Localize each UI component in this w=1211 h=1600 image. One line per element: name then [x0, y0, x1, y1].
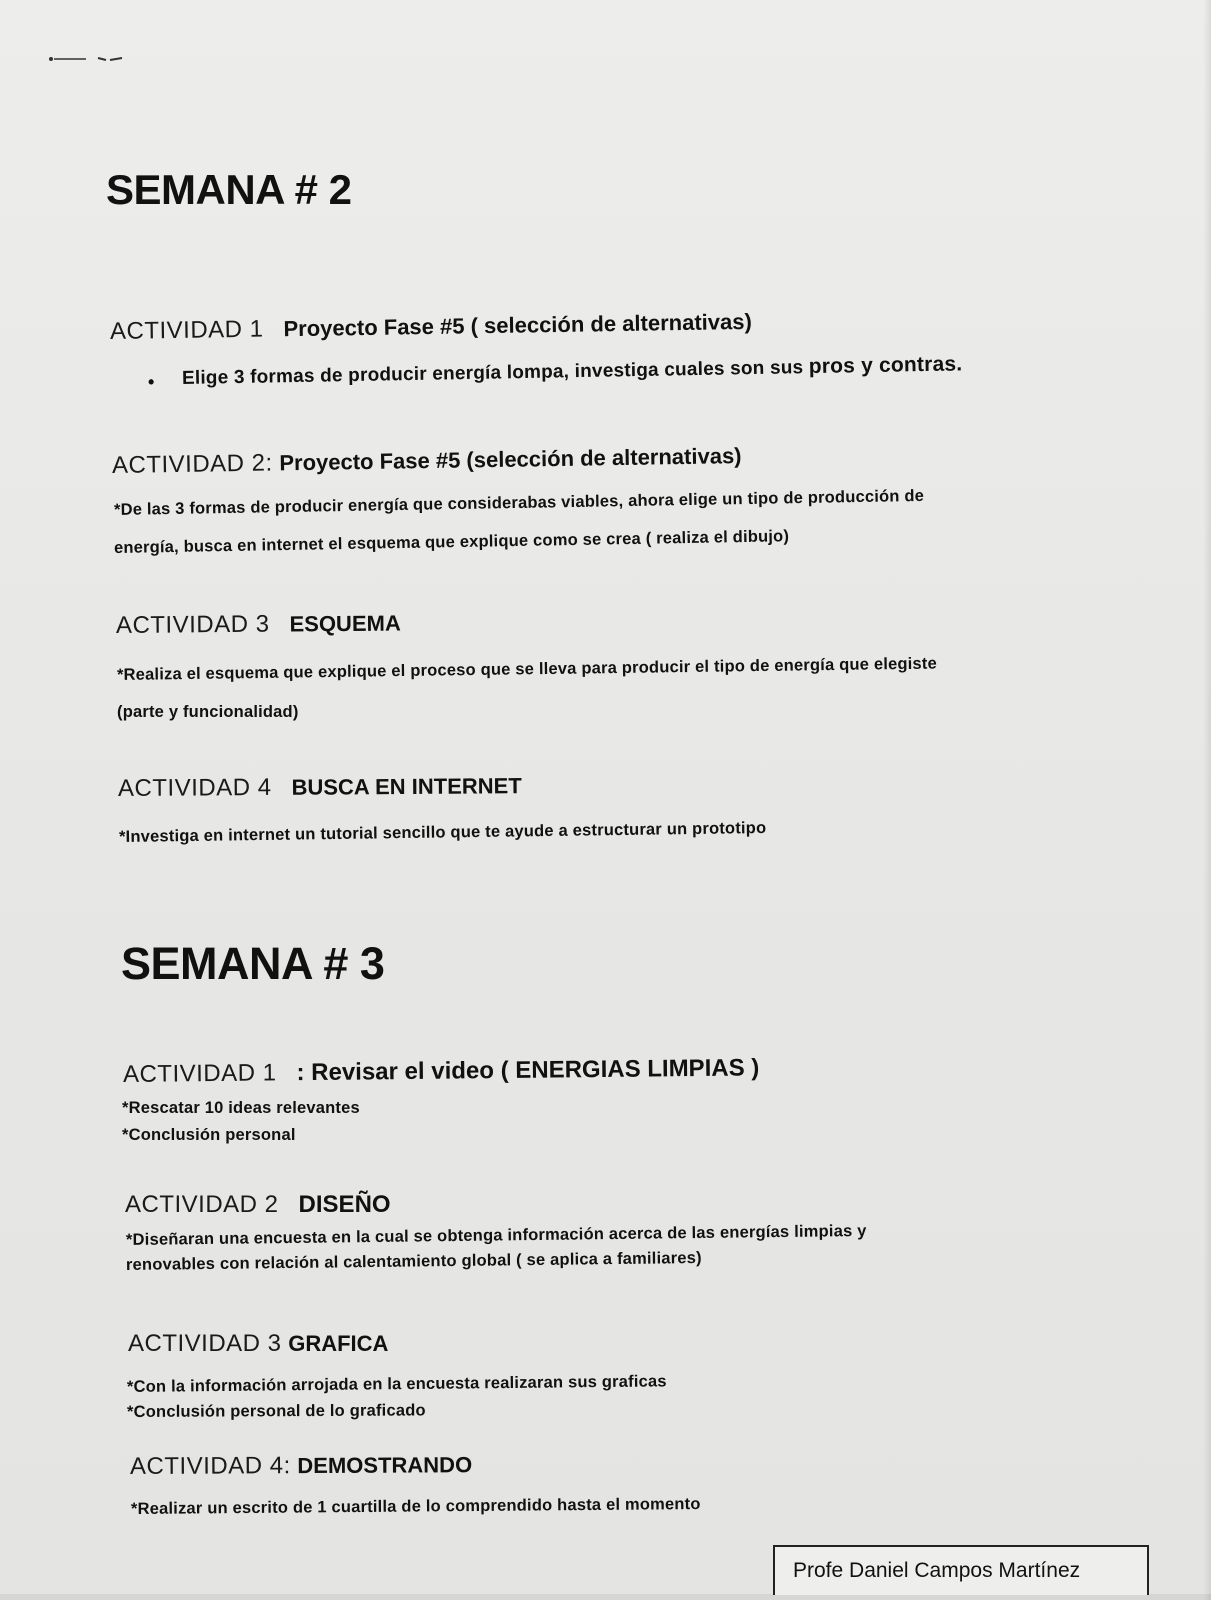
w3-activity-2-heading: [125, 1191, 391, 1219]
w3-activity-4-heading: [130, 1451, 472, 1481]
w3-activity-2-line-1: *Diseñaran una encuesta en la cual se obtenga información acerca de las energías limpias y: [125, 1221, 867, 1249]
w2-activity-3-line-1: *Realiza el esquema que explique el proceso que se lleva para producir el tipo de energía que elegiste: [116, 654, 938, 684]
bullet-dot-icon: •: [148, 372, 155, 392]
w3-activity-3-line-2: *Conclusión personal de lo graficado: [126, 1401, 426, 1421]
w2-activity-2-label: ACTIVIDAD 2:: [111, 449, 273, 479]
w3-activity-3-label: ACTIVIDAD 3: [128, 1330, 282, 1357]
w2-activity-1-bullet: [182, 352, 963, 390]
w3-activity-1-line-2: *Conclusión personal: [122, 1126, 296, 1144]
w3-activity-1-label: ACTIVIDAD 1: [122, 1059, 277, 1088]
w3-activity-1-subtitle: : Revisar el video ( ENERGIAS LIMPIAS ): [296, 1054, 760, 1087]
w3-activity-3-subtitle: GRAFICA: [288, 1331, 389, 1356]
scan-edge-shadow: [1203, 0, 1211, 1600]
w2-activity-1-label: ACTIVIDAD 1: [109, 315, 264, 345]
scan-mark-icon: [48, 55, 128, 63]
w2-activity-4-label: ACTIVIDAD 4: [117, 773, 272, 802]
w2-activity-1-bullet-text: Elige 3 formas de producir energía lompa, investiga cuales son sus: [181, 357, 809, 389]
w2-activity-2-line-1: *De las 3 formas de producir energía que considerabas viables, ahora elige un tipo de producción de: [113, 486, 925, 519]
w3-activity-4-line-1: *Realizar un escrito de 1 cuartilla de lo comprendido hasta el momento: [130, 1495, 701, 1518]
w2-activity-1-bullet-emphasis: pros y contras.: [808, 352, 963, 379]
w2-activity-3-heading: [116, 610, 401, 640]
w3-activity-2-line-2: renovables con relación al calentamiento global ( se aplica a familiares): [125, 1248, 702, 1274]
w2-activity-3-label: ACTIVIDAD 3: [115, 610, 270, 639]
signature-text: Profe Daniel Campos Martínez: [793, 1559, 1081, 1582]
w2-activity-4-line-1: *Investiga en internet un tutorial sencillo que te ayude a estructurar un prototipo: [118, 818, 767, 846]
w3-activity-2-subtitle: DISEÑO: [298, 1191, 391, 1218]
w2-activity-3-line-2: (parte y funcionalidad): [117, 703, 299, 721]
w2-activity-2-subtitle: Proyecto Fase #5 (selección de alternativas): [279, 443, 742, 476]
w2-activity-4-subtitle: BUSCA EN INTERNET: [291, 773, 522, 800]
w2-activity-2-line-2: energía, busca en internet el esquema que explique como se crea ( realiza el dibujo): [113, 527, 790, 557]
w2-activity-2-heading: [112, 442, 742, 480]
week-3-title: SEMANA # 3: [121, 938, 385, 989]
w2-activity-1-heading: [110, 308, 752, 346]
w2-activity-3-subtitle: ESQUEMA: [289, 610, 401, 637]
w3-activity-4-subtitle: DEMOSTRANDO: [297, 1452, 473, 1479]
w3-activity-3-heading: [128, 1330, 388, 1358]
signature-box: [773, 1545, 1149, 1595]
w3-activity-3-line-1: *Con la información arrojada en la encuesta realizaran sus graficas: [126, 1372, 667, 1396]
w2-activity-4-heading: [118, 772, 522, 803]
w3-activity-2-label: ACTIVIDAD 2: [125, 1191, 279, 1218]
week-2-title: SEMANA # 2: [106, 166, 352, 213]
w2-activity-1-subtitle: Proyecto Fase #5 ( selección de alternativas): [283, 308, 752, 342]
w3-activity-1-heading: [123, 1054, 760, 1089]
w3-activity-4-label: ACTIVIDAD 4:: [129, 1452, 291, 1480]
w3-activity-1-line-1: *Rescatar 10 ideas relevantes: [122, 1099, 360, 1117]
